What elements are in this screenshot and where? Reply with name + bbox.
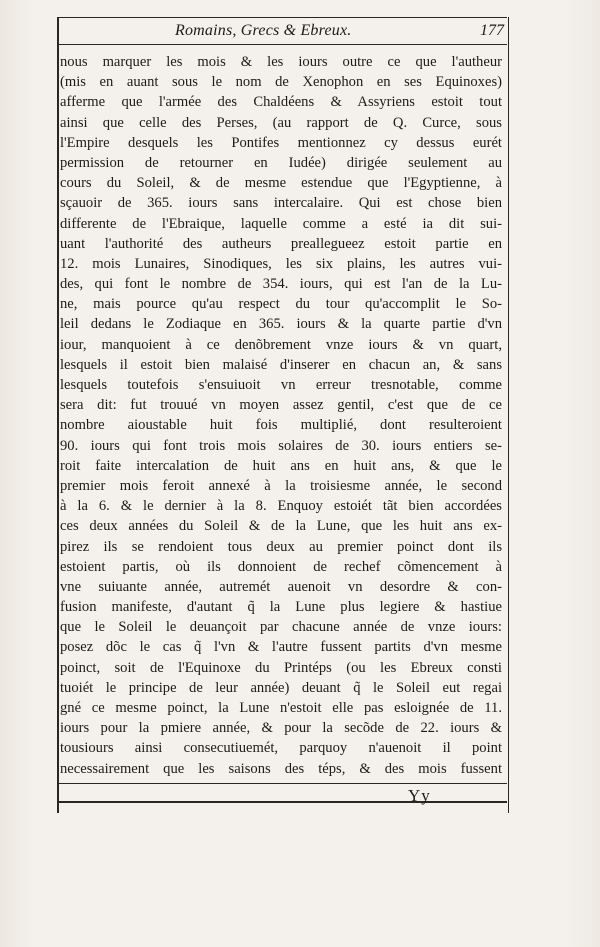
top-rule [57, 17, 507, 18]
text-line: tuoiét le principe de leur année) deuant q̃ le Soleil eut regai [60, 679, 502, 696]
signature-mark: Yy [408, 786, 431, 805]
text-line: des, qui font le nombre de 354. iours, qui est l'an de la Lu- [60, 276, 502, 293]
text-line: gné ce mesme poinct, la Lune n'estoit elle pas esloignée de 11. [60, 700, 502, 716]
text-line: sçauoir de 365. iours sans intercalaire. Qui est chose bien [60, 195, 502, 212]
text-line: afferme que l'armée des Chaldéens & Assyriens estoit tout [60, 94, 502, 111]
bottom-rule [57, 801, 507, 803]
text-line: ainsi que celle des Perses, (au rapport de Q. Curce, sous [60, 114, 502, 131]
text-line: leil dedans le Zodiaque en 365. iours & la quarte partie d'vn [60, 316, 502, 333]
running-title: Romains, Grecs & Ebreux. [175, 22, 352, 39]
text-line: ne, mais pource qu'au respect du tour qu'accomplit le So- [60, 296, 502, 313]
text-line: l'Empire desquels les Pontifes mentionnez cy dessus eurét [60, 134, 502, 151]
text-line: (mis en auant sous le nom de Xenophon en ses Equinoxes) [60, 74, 502, 91]
text-line: sera dit: fut trouué vn moyen assez gentil, c'est que de ce [60, 397, 502, 414]
text-line: ces deux années du Soleil & de la Lune, que les huit ans ex- [60, 518, 502, 535]
body-text [60, 52, 502, 779]
text-line: fusion manifeste, d'autant q̃ la Lune plus legiere & hastiue [60, 599, 502, 616]
text-line: estoient partis, où ils donnoient de rechef cõmencement à [60, 558, 502, 575]
text-line: pirez ils se rendoient tous deux au premier poinct dont ils [60, 538, 502, 555]
text-line: lesquels il estoit bien malaisé d'inserer en chacun an, & sans [60, 356, 502, 373]
text-line: que le Soleil le deuançoit par chacune année de vnze iours: [60, 619, 502, 636]
page-number: 177 [480, 22, 504, 39]
text-line: à la 6. & le dernier à la 8. Enquoy estoiét tãt bien accordées [60, 498, 502, 515]
text-line: lesquels toutefois s'ensuiuoit vn erreur tresnotable, comme [60, 377, 502, 393]
text-line: 90. iours qui font trois mois solaires de 30. iours entiers se- [60, 437, 502, 454]
text-line: iours pour la pmiere année, & pour la secõde de 22. iours & [60, 720, 502, 737]
text-line: premier mois feroit annexé à la troisiesme année, le second [60, 477, 502, 494]
text-line: nombre aioustable huit fois multiplié, dont resulteroient [60, 417, 502, 434]
footer-rule [57, 783, 507, 784]
text-line: tousiours ainsi consecutiuemét, parquoy n'auenoit il point [60, 740, 502, 757]
text-line: nous marquer les mois & les iours outre ce que l'autheur [60, 54, 502, 70]
text-line: cours du Soleil, & de mesme estendue que l'Egyptienne, à [60, 175, 502, 192]
text-line: roit faite intercalation de huit ans en huit ans, & que le [60, 457, 502, 474]
text-line: poinct, soit de l'Equinoxe du Printéps (ou les Ebreux consti [60, 659, 502, 676]
text-line: uant l'authorité des autheurs preallegueez estoit partie en [60, 235, 502, 252]
text-line: vne suiuante année, autremét auenoit vn desordre & con- [60, 578, 502, 595]
header-rule [57, 44, 507, 45]
text-line: iour, manquoient à ce denõbrement vnze iours & vn quart, [60, 336, 502, 353]
text-line: necessairement que les saisons des téps, & des mois fussent [60, 760, 502, 777]
text-line: posez dõc le cas q̃ l'vn & l'autre fussent partits d'vn mesme [60, 639, 502, 656]
text-line: permission de retourner en Iudée) dirigée seulement au [60, 154, 502, 171]
text-line: differente de l'Ebraique, laquelle comme a esté ia dit sui- [60, 215, 502, 232]
text-line: 12. mois Lunaires, Sinodiques, les six plains, les autres vui- [60, 255, 502, 272]
running-head [60, 22, 506, 42]
